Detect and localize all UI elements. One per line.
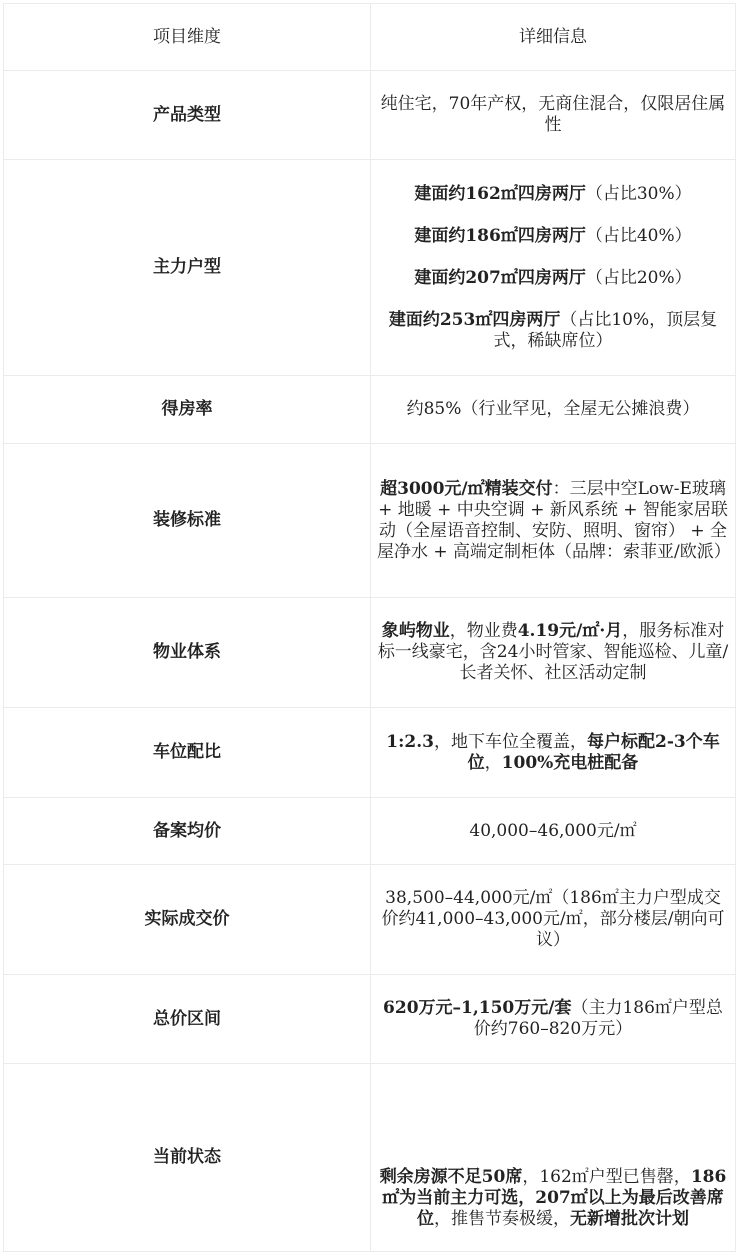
row-label: 总价区间 <box>4 975 371 1064</box>
header-details: 详细信息 <box>371 4 736 71</box>
unit-type-line: 建面约253㎡四房两厅（占比10%，顶层复式，稀缺席位） <box>388 309 718 351</box>
row-label: 备案均价 <box>4 798 371 865</box>
table-row <box>4 1064 736 1252</box>
row-label: 得房率 <box>4 376 371 444</box>
table-row <box>4 798 736 865</box>
row-label: 装修标准 <box>4 444 371 598</box>
table-row <box>4 444 736 598</box>
row-value <box>371 160 736 376</box>
unit-type-line: 建面约162㎡四房两厅（占比30%） <box>414 183 692 204</box>
row-value: 约85%（行业罕见，全屋无公摊浪费） <box>371 376 736 444</box>
row-label: 主力户型 <box>4 160 371 376</box>
row-label: 车位配比 <box>4 708 371 798</box>
table-row <box>4 598 736 708</box>
row-label: 产品类型 <box>4 71 371 160</box>
table-header-row <box>4 4 736 71</box>
row-label: 实际成交价 <box>4 865 371 975</box>
row-value: 超3000元/㎡精装交付：三层中空Low-E玻璃 + 地暖 + 中央空调 + 新风系统 + 智能家居联动（全屋语音控制、安防、照明、窗帘） + 全屋净水 + 高端定制柜体（品牌：索菲亚/欧派） <box>371 444 736 598</box>
table-row <box>4 708 736 798</box>
row-value: 38,500–44,000元/㎡（186㎡主力户型成交价约41,000–43,000元/㎡，部分楼层/朝向可议） <box>371 865 736 975</box>
row-value: 620万元–1,150万元/套（主力186㎡户型总价约760–820万元） <box>371 975 736 1064</box>
row-value: 40,000–46,000元/㎡ <box>371 798 736 865</box>
table-row <box>4 865 736 975</box>
row-value: 剩余房源不足50席，162㎡户型已售罄，186㎡为当前主力可选，207㎡以上为最后改善席位，推售节奏极缓，无新增批次计划 <box>371 1064 736 1252</box>
info-table <box>3 3 736 1252</box>
row-value: 纯住宅，70年产权，无商住混合，仅限居住属性 <box>371 71 736 160</box>
row-label: 当前状态 <box>4 1064 371 1252</box>
table-row <box>4 71 736 160</box>
header-dimension: 项目维度 <box>4 4 371 71</box>
table-row <box>4 975 736 1064</box>
row-value: 象屿物业，物业费4.19元/㎡·月，服务标准对标一线豪宅，含24小时管家、智能巡检、儿童/长者关怀、社区活动定制 <box>371 598 736 708</box>
table-row <box>4 160 736 376</box>
row-label: 物业体系 <box>4 598 371 708</box>
unit-type-line: 建面约186㎡四房两厅（占比40%） <box>414 225 692 246</box>
row-value: 1:2.3，地下车位全覆盖，每户标配2-3个车位，100%充电桩配备 <box>371 708 736 798</box>
table-row <box>4 376 736 444</box>
unit-type-line: 建面约207㎡四房两厅（占比20%） <box>414 267 692 288</box>
